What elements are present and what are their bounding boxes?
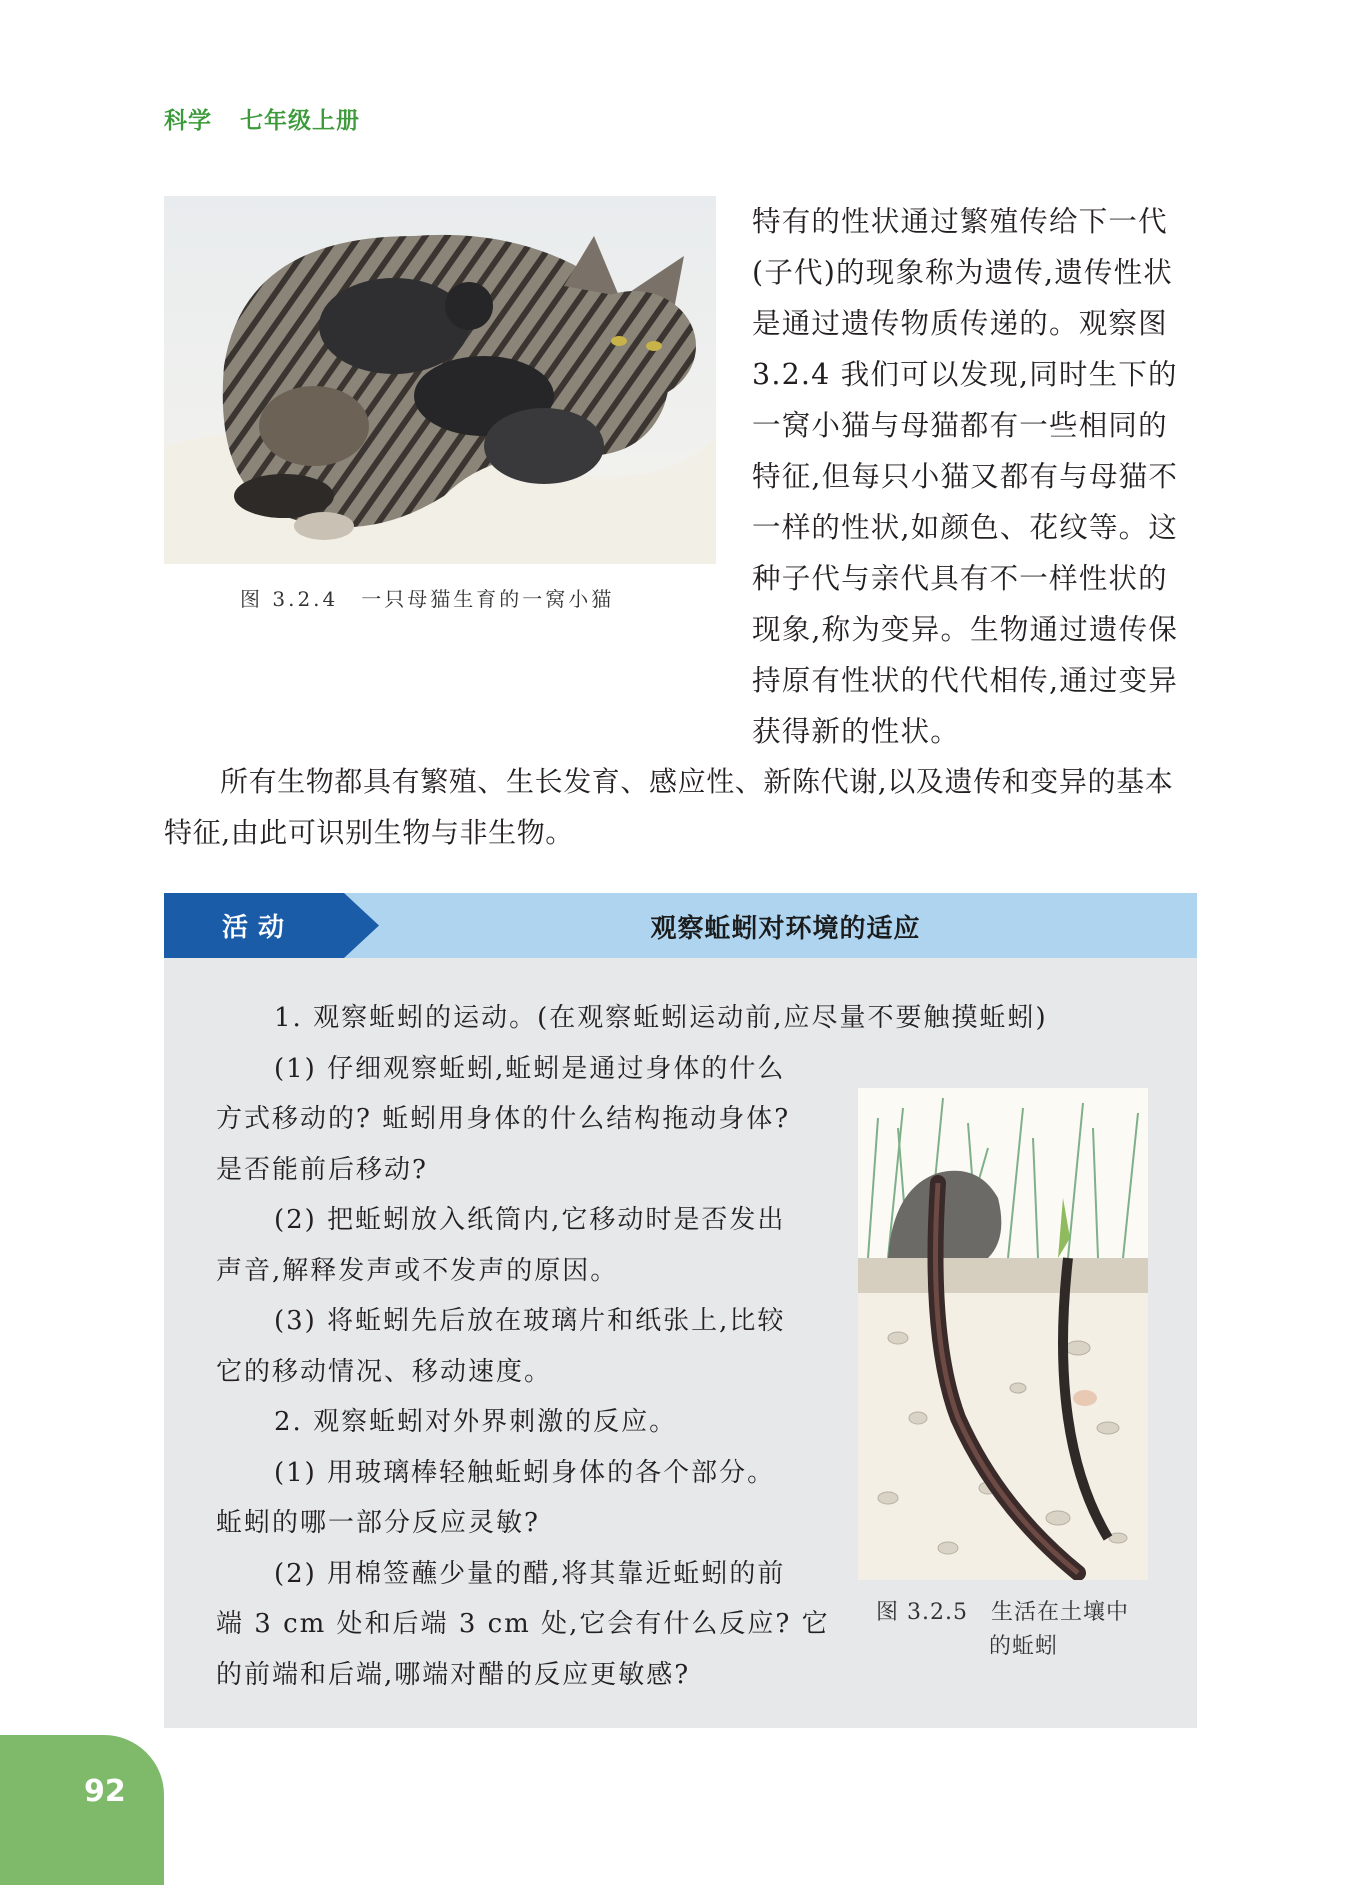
text-line: (1) 仔细观察蚯蚓,蚯蚓是通过身体的什么: [274, 1053, 786, 1084]
text-line: 获得新的性状。: [752, 715, 960, 748]
text-line: (2) 用棉签蘸少量的醋,将其靠近蚯蚓的前: [274, 1558, 786, 1589]
caption-line: 图 3.2.5 生活在土壤中: [876, 1600, 1129, 1625]
text-line: 一样的性状,如颜色、花纹等。这: [752, 511, 1179, 544]
cat-photo: [164, 196, 716, 564]
page-number-tab: [0, 1735, 164, 1885]
text-line: 1. 观察蚯蚓的运动。(在观察蚯蚓运动前,应尽量不要触摸蚯蚓): [274, 1003, 1048, 1033]
earthworm-illustration: [858, 1088, 1148, 1580]
activity-tag-label: 活动: [222, 913, 295, 943]
text-line: 一窝小猫与母猫都有一些相同的: [752, 409, 1168, 442]
text-line: 声音,解释发声或不发声的原因。: [216, 1255, 619, 1286]
text-line: 特有的性状通过繁殖传给下一代: [752, 205, 1168, 238]
text-line: 它的移动情况、移动速度。: [216, 1356, 553, 1387]
text-line: 的前端和后端,哪端对醋的反应更敏感?: [216, 1659, 691, 1690]
text-line: 端 3 cm 处和后端 3 cm 处,它会有什么反应? 它: [216, 1609, 830, 1639]
text-line: 3.2.4 我们可以发现,同时生下的: [752, 358, 1178, 391]
text-line: 蚯蚓的哪一部分反应灵敏?: [216, 1508, 540, 1538]
text-line: 是通过遗传物质传递的。观察图: [752, 307, 1168, 340]
activity-box: [164, 893, 1197, 1728]
text-line: 是否能前后移动?: [216, 1154, 428, 1185]
running-header: [164, 102, 360, 135]
figure-caption-worm: [876, 1596, 1129, 1664]
body-paragraph: [164, 756, 1204, 858]
text-line: 种子代与亲代具有不一样性状的: [752, 562, 1168, 595]
activity-title: 观察蚯蚓对环境的适应: [650, 914, 921, 944]
cat-illustration: [164, 196, 716, 564]
text-line: 特征,由此可识别生物与非生物。: [164, 816, 574, 849]
header-grade: 七年级上册: [240, 108, 360, 134]
text-line: 持原有性状的代代相传,通过变异: [752, 664, 1179, 697]
page-number: 92: [84, 1774, 126, 1809]
text-line: (3) 将蚯蚓先后放在玻璃片和纸张上,比较: [274, 1306, 786, 1336]
text-line: 现象,称为变异。生物通过遗传保: [752, 613, 1179, 646]
header-subject: 科学: [164, 108, 212, 134]
text-line: 2. 观察蚯蚓对外界刺激的反应。: [274, 1407, 678, 1437]
text-line: (2) 把蚯蚓放入纸筒内,它移动时是否发出: [274, 1205, 786, 1235]
caption-line: 的蚯蚓: [989, 1634, 1059, 1659]
text-line: 方式移动的? 蚯蚓用身体的什么结构拖动身体?: [216, 1104, 791, 1134]
text-line: 特征,但每只小猫又都有与母猫不: [752, 460, 1179, 493]
text-line: (1) 用玻璃棒轻触蚯蚓身体的各个部分。: [274, 1457, 776, 1488]
body-text-right-column: [752, 196, 1207, 757]
text-line: (子代)的现象称为遗传,遗传性状: [752, 256, 1173, 289]
figure-caption-cat: 图 3.2.4 一只母猫生育的一窝小猫: [240, 587, 615, 611]
text-line: 所有生物都具有繁殖、生长发育、感应性、新陈代谢,以及遗传和变异的基本: [220, 765, 1174, 798]
earthworm-figure: [858, 1088, 1148, 1580]
